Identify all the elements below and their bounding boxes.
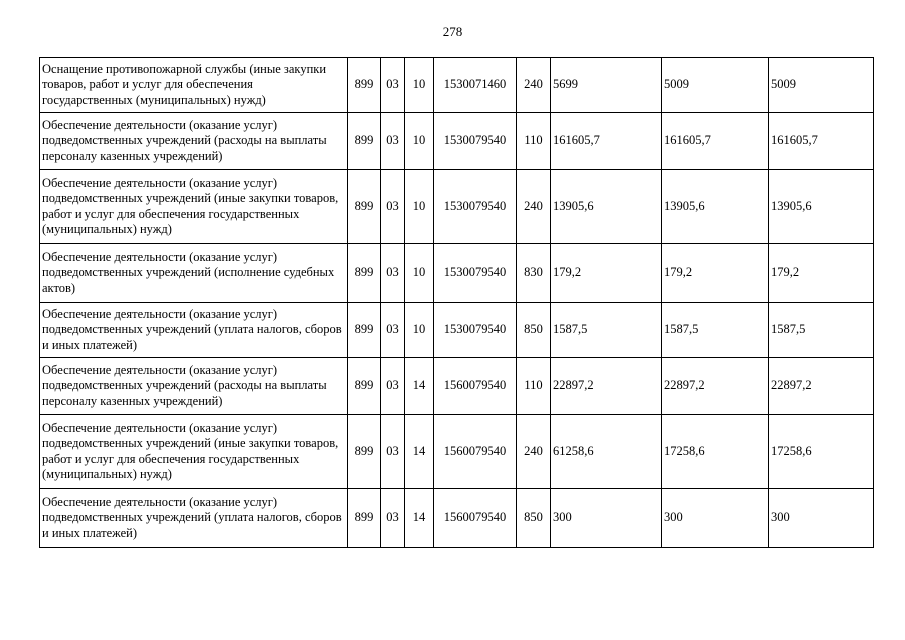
subsection-code: 14 [405,415,434,489]
ministry-code: 899 [348,489,381,548]
target-article-code: 1560079540 [434,489,517,548]
row-description: Обеспечение деятельности (оказание услуг) подведомственных учреждений (уплата налогов, сборов и иных платежей) [40,303,348,358]
amount-year-2: 22897,2 [662,358,769,415]
amount-year-2: 161605,7 [662,113,769,170]
row-description: Оснащение противопожарной службы (иные закупки товаров, работ и услуг для обеспечения государственных (муниципальных) нужд) [40,58,348,113]
table-row [40,244,874,303]
amount-year-3: 13905,6 [769,170,874,244]
section-code: 03 [381,244,405,303]
ministry-code: 899 [348,170,381,244]
table-row [40,489,874,548]
subsection-code: 10 [405,244,434,303]
amount-year-2: 179,2 [662,244,769,303]
amount-year-3: 179,2 [769,244,874,303]
target-article-code: 1530079540 [434,244,517,303]
ministry-code: 899 [348,244,381,303]
page-number: 278 [442,24,463,39]
target-article-code: 1530079540 [434,113,517,170]
amount-year-1: 300 [551,489,662,548]
table-row [40,303,874,358]
row-description: Обеспечение деятельности (оказание услуг) подведомственных учреждений (иные закупки товаров, работ и услуг для обеспечения государственных (муниципальных) нужд) [40,170,348,244]
amount-year-3: 300 [769,489,874,548]
table-row [40,113,874,170]
subsection-code: 10 [405,303,434,358]
row-description: Обеспечение деятельности (оказание услуг) подведомственных учреждений (иные закупки товаров, работ и услуг для обеспечения государственных (муниципальных) нужд) [40,415,348,489]
amount-year-2: 13905,6 [662,170,769,244]
amount-year-3: 17258,6 [769,415,874,489]
target-article-code: 1530071460 [434,58,517,113]
target-article-code: 1560079540 [434,358,517,415]
table-row [40,358,874,415]
ministry-code: 899 [348,113,381,170]
ministry-code: 899 [348,358,381,415]
subsection-code: 10 [405,58,434,113]
ministry-code: 899 [348,303,381,358]
table-row [40,415,874,489]
subsection-code: 10 [405,113,434,170]
section-code: 03 [381,489,405,548]
subsection-code: 10 [405,170,434,244]
ministry-code: 899 [348,58,381,113]
amount-year-1: 179,2 [551,244,662,303]
table-row [40,170,874,244]
amount-year-2: 17258,6 [662,415,769,489]
expense-type-code: 240 [517,58,551,113]
row-description: Обеспечение деятельности (оказание услуг) подведомственных учреждений (исполнение судебных актов) [40,244,348,303]
row-description: Обеспечение деятельности (оказание услуг) подведомственных учреждений (расходы на выплаты персоналу казенных учреждений) [40,358,348,415]
ministry-code: 899 [348,415,381,489]
row-description: Обеспечение деятельности (оказание услуг) подведомственных учреждений (расходы на выплаты персоналу казенных учреждений) [40,113,348,170]
expense-type-code: 830 [517,244,551,303]
section-code: 03 [381,113,405,170]
target-article-code: 1530079540 [434,303,517,358]
section-code: 03 [381,170,405,244]
table-row [40,58,874,113]
amount-year-2: 300 [662,489,769,548]
section-code: 03 [381,303,405,358]
subsection-code: 14 [405,489,434,548]
amount-year-1: 161605,7 [551,113,662,170]
row-description: Обеспечение деятельности (оказание услуг) подведомственных учреждений (уплата налогов, сборов и иных платежей) [40,489,348,548]
amount-year-1: 1587,5 [551,303,662,358]
expense-type-code: 850 [517,489,551,548]
amount-year-1: 22897,2 [551,358,662,415]
subsection-code: 14 [405,358,434,415]
expense-type-code: 110 [517,358,551,415]
target-article-code: 1560079540 [434,415,517,489]
expense-type-code: 850 [517,303,551,358]
amount-year-3: 5009 [769,58,874,113]
amount-year-3: 22897,2 [769,358,874,415]
budget-table [39,57,874,548]
amount-year-2: 5009 [662,58,769,113]
section-code: 03 [381,58,405,113]
amount-year-3: 161605,7 [769,113,874,170]
expense-type-code: 240 [517,415,551,489]
amount-year-2: 1587,5 [662,303,769,358]
expense-type-code: 110 [517,113,551,170]
amount-year-1: 61258,6 [551,415,662,489]
amount-year-1: 13905,6 [551,170,662,244]
target-article-code: 1530079540 [434,170,517,244]
amount-year-1: 5699 [551,58,662,113]
amount-year-3: 1587,5 [769,303,874,358]
section-code: 03 [381,358,405,415]
expense-type-code: 240 [517,170,551,244]
section-code: 03 [381,415,405,489]
